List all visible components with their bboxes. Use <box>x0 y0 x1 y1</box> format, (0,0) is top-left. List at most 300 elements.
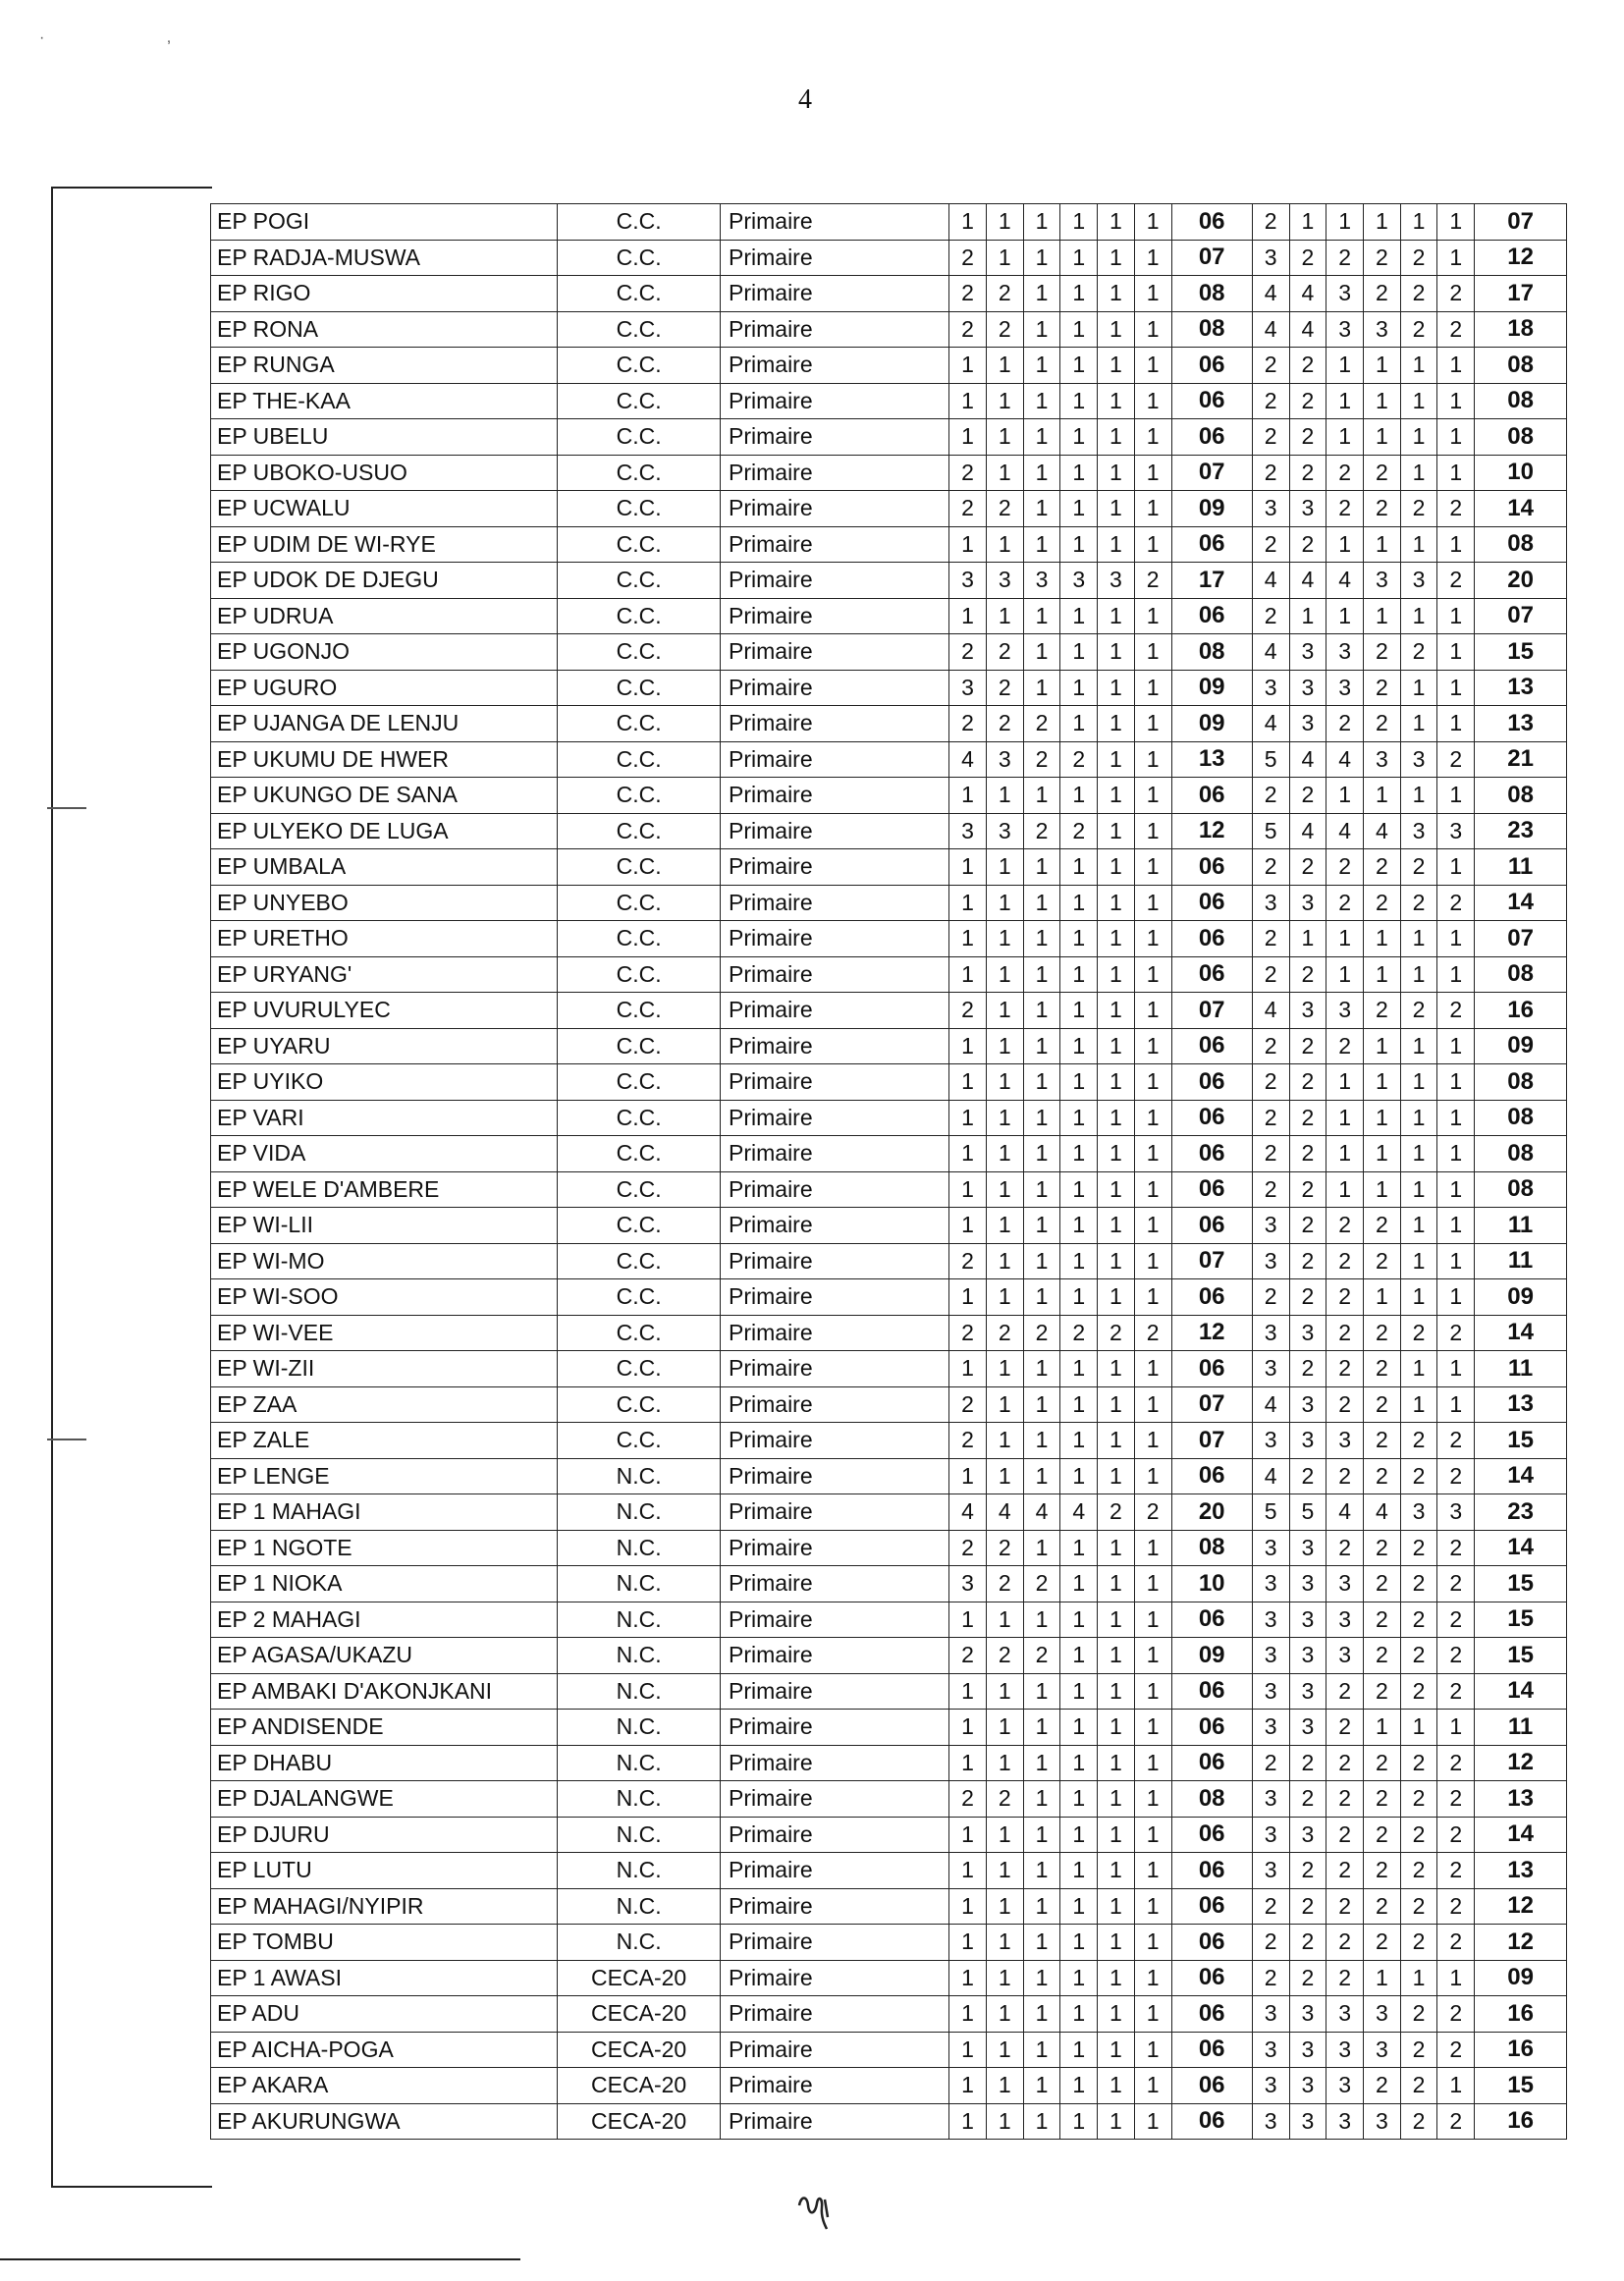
total-cell: 08 <box>1475 1171 1567 1208</box>
count-cell: 1 <box>1098 956 1135 993</box>
count-cell: 1 <box>1400 1279 1437 1316</box>
total-cell: 08 <box>1475 1064 1567 1101</box>
count-cell: 2 <box>1289 849 1326 886</box>
table-row <box>211 1315 1567 1351</box>
count-cell: 1 <box>1363 921 1400 957</box>
count-cell: 2 <box>1252 1171 1289 1208</box>
count-cell: 2 <box>1363 1351 1400 1387</box>
count-cell: 2 <box>1289 1925 1326 1961</box>
count-cell: 1 <box>1134 2068 1171 2104</box>
count-cell: 1 <box>949 2032 987 2068</box>
count-cell: 1 <box>986 1351 1023 1387</box>
subtotal-cell: 06 <box>1171 2032 1252 2068</box>
total-cell: 12 <box>1475 1925 1567 1961</box>
count-cell: 3 <box>986 563 1023 599</box>
count-cell: 1 <box>1437 1710 1475 1746</box>
count-cell: 1 <box>1060 706 1098 742</box>
count-cell: 1 <box>1437 598 1475 634</box>
count-cell: 3 <box>1252 1243 1289 1279</box>
school-level: Primaire <box>721 921 949 957</box>
count-cell: 2 <box>986 311 1023 348</box>
count-cell: 1 <box>1098 1745 1135 1781</box>
count-cell: 1 <box>1437 1243 1475 1279</box>
school-level: Primaire <box>721 1423 949 1459</box>
count-cell: 4 <box>949 1494 987 1531</box>
count-cell: 1 <box>1023 1100 1060 1136</box>
count-cell: 1 <box>1134 348 1171 384</box>
count-cell: 1 <box>949 1100 987 1136</box>
count-cell: 4 <box>1252 634 1289 671</box>
count-cell: 1 <box>1134 526 1171 563</box>
count-cell: 1 <box>949 1673 987 1710</box>
management-type: C.C. <box>558 1171 721 1208</box>
school-name: EP ZALE <box>211 1423 558 1459</box>
count-cell: 2 <box>1437 1315 1475 1351</box>
count-cell: 2 <box>1400 2103 1437 2140</box>
count-cell: 1 <box>949 1888 987 1925</box>
count-cell: 2 <box>1363 1530 1400 1566</box>
count-cell: 1 <box>1023 276 1060 312</box>
subtotal-cell: 12 <box>1171 1315 1252 1351</box>
count-cell: 1 <box>1023 1064 1060 1101</box>
school-level: Primaire <box>721 2032 949 2068</box>
count-cell: 2 <box>1400 885 1437 921</box>
count-cell: 1 <box>1437 670 1475 706</box>
count-cell: 1 <box>1023 240 1060 276</box>
count-cell: 1 <box>1134 634 1171 671</box>
count-cell: 2 <box>1326 1243 1364 1279</box>
count-cell: 1 <box>949 849 987 886</box>
school-level: Primaire <box>721 1996 949 2033</box>
school-level: Primaire <box>721 2068 949 2104</box>
school-level: Primaire <box>721 1100 949 1136</box>
count-cell: 1 <box>986 1853 1023 1889</box>
count-cell: 1 <box>1023 1745 1060 1781</box>
count-cell: 2 <box>1400 1315 1437 1351</box>
count-cell: 3 <box>1060 563 1098 599</box>
count-cell: 1 <box>1098 526 1135 563</box>
count-cell: 2 <box>1326 1925 1364 1961</box>
subtotal-cell: 09 <box>1171 1638 1252 1674</box>
school-name: EP ANDISENDE <box>211 1710 558 1746</box>
count-cell: 1 <box>1098 2103 1135 2140</box>
subtotal-cell: 09 <box>1171 670 1252 706</box>
total-cell: 14 <box>1475 491 1567 527</box>
management-type: N.C. <box>558 1745 721 1781</box>
count-cell: 1 <box>1098 1279 1135 1316</box>
total-cell: 07 <box>1475 598 1567 634</box>
count-cell: 1 <box>1134 419 1171 456</box>
count-cell: 1 <box>1098 1888 1135 1925</box>
count-cell: 2 <box>1098 1315 1135 1351</box>
table-row <box>211 598 1567 634</box>
count-cell: 1 <box>1060 1673 1098 1710</box>
school-level: Primaire <box>721 741 949 778</box>
school-name: EP LENGE <box>211 1458 558 1494</box>
count-cell: 2 <box>986 706 1023 742</box>
total-cell: 16 <box>1475 993 1567 1029</box>
count-cell: 1 <box>1134 1638 1171 1674</box>
count-cell: 2 <box>1363 993 1400 1029</box>
count-cell: 3 <box>1289 1673 1326 1710</box>
total-cell: 21 <box>1475 741 1567 778</box>
count-cell: 1 <box>986 1100 1023 1136</box>
count-cell: 2 <box>1400 1853 1437 1889</box>
count-cell: 2 <box>1400 2032 1437 2068</box>
count-cell: 1 <box>1400 455 1437 491</box>
count-cell: 2 <box>986 634 1023 671</box>
school-level: Primaire <box>721 1458 949 1494</box>
subtotal-cell: 06 <box>1171 849 1252 886</box>
subtotal-cell: 08 <box>1171 634 1252 671</box>
count-cell: 1 <box>986 1136 1023 1172</box>
count-cell: 3 <box>1289 706 1326 742</box>
count-cell: 2 <box>1098 1494 1135 1531</box>
count-cell: 1 <box>1060 1243 1098 1279</box>
count-cell: 5 <box>1252 813 1289 849</box>
count-cell: 1 <box>1437 2068 1475 2104</box>
count-cell: 2 <box>949 455 987 491</box>
count-cell: 1 <box>1134 921 1171 957</box>
count-cell: 2 <box>1437 1458 1475 1494</box>
count-cell: 1 <box>1400 1710 1437 1746</box>
count-cell: 2 <box>1363 1817 1400 1853</box>
school-name: EP UNYEBO <box>211 885 558 921</box>
count-cell: 2 <box>1437 311 1475 348</box>
management-type: C.C. <box>558 670 721 706</box>
count-cell: 2 <box>1326 1279 1364 1316</box>
school-level: Primaire <box>721 1208 949 1244</box>
count-cell: 1 <box>1400 1960 1437 1996</box>
table-row <box>211 706 1567 742</box>
subtotal-cell: 06 <box>1171 778 1252 814</box>
count-cell: 1 <box>949 1853 987 1889</box>
school-level: Primaire <box>721 706 949 742</box>
count-cell: 3 <box>1289 1817 1326 1853</box>
table-row <box>211 2068 1567 2104</box>
count-cell: 2 <box>1437 1996 1475 2033</box>
count-cell: 1 <box>1098 813 1135 849</box>
count-cell: 1 <box>1060 419 1098 456</box>
count-cell: 1 <box>1437 240 1475 276</box>
scan-marks: · , <box>39 29 231 46</box>
count-cell: 3 <box>1023 563 1060 599</box>
count-cell: 2 <box>1363 670 1400 706</box>
count-cell: 4 <box>1252 706 1289 742</box>
count-cell: 2 <box>1400 491 1437 527</box>
count-cell: 1 <box>1400 956 1437 993</box>
count-cell: 1 <box>1134 1064 1171 1101</box>
count-cell: 1 <box>1098 1136 1135 1172</box>
count-cell: 1 <box>1098 1351 1135 1387</box>
count-cell: 2 <box>1400 1925 1437 1961</box>
count-cell: 1 <box>1134 598 1171 634</box>
count-cell: 1 <box>1060 1996 1098 2033</box>
table-row <box>211 563 1567 599</box>
count-cell: 1 <box>1363 956 1400 993</box>
count-cell: 1 <box>1098 1781 1135 1818</box>
subtotal-cell: 06 <box>1171 1351 1252 1387</box>
count-cell: 2 <box>986 276 1023 312</box>
school-name: EP RADJA-MUSWA <box>211 240 558 276</box>
count-cell: 2 <box>1252 598 1289 634</box>
count-cell: 1 <box>1400 1351 1437 1387</box>
count-cell: 1 <box>1023 1710 1060 1746</box>
count-cell: 4 <box>986 1494 1023 1531</box>
count-cell: 1 <box>1098 921 1135 957</box>
count-cell: 1 <box>1060 670 1098 706</box>
count-cell: 3 <box>1363 563 1400 599</box>
count-cell: 1 <box>1289 204 1326 241</box>
count-cell: 1 <box>1400 1136 1437 1172</box>
count-cell: 2 <box>1326 1673 1364 1710</box>
count-cell: 4 <box>1326 1494 1364 1531</box>
total-cell: 08 <box>1475 1100 1567 1136</box>
count-cell: 1 <box>1437 634 1475 671</box>
count-cell: 2 <box>1289 348 1326 384</box>
count-cell: 3 <box>949 1566 987 1602</box>
count-cell: 1 <box>986 348 1023 384</box>
count-cell: 1 <box>1060 885 1098 921</box>
school-level: Primaire <box>721 1673 949 1710</box>
subtotal-cell: 06 <box>1171 204 1252 241</box>
school-name: EP WI-MO <box>211 1243 558 1279</box>
count-cell: 1 <box>1400 1064 1437 1101</box>
count-cell: 1 <box>1098 204 1135 241</box>
count-cell: 4 <box>1326 563 1364 599</box>
subtotal-cell: 07 <box>1171 240 1252 276</box>
table-row <box>211 1745 1567 1781</box>
school-name: EP WI-ZII <box>211 1351 558 1387</box>
count-cell: 1 <box>1363 1710 1400 1746</box>
count-cell: 3 <box>1326 2032 1364 2068</box>
management-type: C.C. <box>558 419 721 456</box>
total-cell: 08 <box>1475 526 1567 563</box>
count-cell: 1 <box>1098 1673 1135 1710</box>
subtotal-cell: 06 <box>1171 1171 1252 1208</box>
count-cell: 2 <box>1252 204 1289 241</box>
count-cell: 3 <box>1289 1566 1326 1602</box>
count-cell: 2 <box>1289 1279 1326 1316</box>
count-cell: 2 <box>1400 1673 1437 1710</box>
count-cell: 2 <box>1023 706 1060 742</box>
count-cell: 1 <box>949 885 987 921</box>
table-row <box>211 1386 1567 1423</box>
table-row <box>211 419 1567 456</box>
count-cell: 2 <box>1326 1888 1364 1925</box>
count-cell: 2 <box>1437 1638 1475 1674</box>
total-cell: 17 <box>1475 276 1567 312</box>
school-name: EP DJURU <box>211 1817 558 1853</box>
margin-mark <box>47 807 86 809</box>
count-cell: 4 <box>1289 813 1326 849</box>
school-level: Primaire <box>721 311 949 348</box>
count-cell: 1 <box>1326 1171 1364 1208</box>
count-cell: 2 <box>949 240 987 276</box>
margin-mark <box>47 1439 86 1440</box>
count-cell: 1 <box>1023 1351 1060 1387</box>
count-cell: 2 <box>1437 993 1475 1029</box>
count-cell: 1 <box>1023 1673 1060 1710</box>
count-cell: 3 <box>1289 1315 1326 1351</box>
count-cell: 1 <box>1363 1279 1400 1316</box>
count-cell: 1 <box>949 526 987 563</box>
total-cell: 15 <box>1475 1566 1567 1602</box>
count-cell: 2 <box>1437 276 1475 312</box>
count-cell: 1 <box>1134 204 1171 241</box>
count-cell: 1 <box>1060 2103 1098 2140</box>
count-cell: 3 <box>1400 1494 1437 1531</box>
count-cell: 1 <box>1400 1028 1437 1064</box>
management-type: C.C. <box>558 1208 721 1244</box>
count-cell: 3 <box>1252 670 1289 706</box>
count-cell: 1 <box>986 1817 1023 1853</box>
count-cell: 1 <box>1098 2068 1135 2104</box>
count-cell: 2 <box>949 1781 987 1818</box>
total-cell: 08 <box>1475 1136 1567 1172</box>
count-cell: 1 <box>949 598 987 634</box>
count-cell: 1 <box>986 1925 1023 1961</box>
school-level: Primaire <box>721 634 949 671</box>
count-cell: 1 <box>1098 1458 1135 1494</box>
count-cell: 1 <box>986 383 1023 419</box>
school-name: EP URYANG' <box>211 956 558 993</box>
count-cell: 1 <box>1400 921 1437 957</box>
count-cell: 1 <box>949 419 987 456</box>
count-cell: 3 <box>1363 741 1400 778</box>
count-cell: 1 <box>1060 1136 1098 1172</box>
school-name: EP UGURO <box>211 670 558 706</box>
count-cell: 2 <box>1363 1423 1400 1459</box>
subtotal-cell: 06 <box>1171 956 1252 993</box>
count-cell: 2 <box>1437 1673 1475 1710</box>
count-cell: 2 <box>1437 1530 1475 1566</box>
management-type: CECA-20 <box>558 2032 721 2068</box>
count-cell: 2 <box>1326 706 1364 742</box>
count-cell: 2 <box>1252 455 1289 491</box>
count-cell: 1 <box>1060 1638 1098 1674</box>
count-cell: 2 <box>949 1530 987 1566</box>
count-cell: 2 <box>1437 1925 1475 1961</box>
management-type: N.C. <box>558 1817 721 1853</box>
count-cell: 3 <box>949 563 987 599</box>
school-level: Primaire <box>721 956 949 993</box>
subtotal-cell: 20 <box>1171 1494 1252 1531</box>
count-cell: 1 <box>1437 1100 1475 1136</box>
school-name: EP AMBAKI D'AKONJKANI <box>211 1673 558 1710</box>
total-cell: 14 <box>1475 1530 1567 1566</box>
table-row <box>211 383 1567 419</box>
count-cell: 2 <box>1363 1602 1400 1638</box>
count-cell: 1 <box>1060 1351 1098 1387</box>
count-cell: 1 <box>949 1602 987 1638</box>
management-type: C.C. <box>558 993 721 1029</box>
subtotal-cell: 06 <box>1171 1028 1252 1064</box>
count-cell: 1 <box>1023 1602 1060 1638</box>
count-cell: 4 <box>1289 741 1326 778</box>
count-cell: 2 <box>1289 778 1326 814</box>
count-cell: 2 <box>1400 1566 1437 1602</box>
count-cell: 3 <box>1289 1638 1326 1674</box>
count-cell: 3 <box>1289 1386 1326 1423</box>
count-cell: 1 <box>1134 849 1171 886</box>
count-cell: 2 <box>1252 1100 1289 1136</box>
count-cell: 2 <box>1060 813 1098 849</box>
count-cell: 1 <box>1060 1028 1098 1064</box>
school-name: EP LUTU <box>211 1853 558 1889</box>
count-cell: 3 <box>1289 1710 1326 1746</box>
count-cell: 1 <box>1134 1745 1171 1781</box>
count-cell: 1 <box>1098 885 1135 921</box>
count-cell: 1 <box>1023 1243 1060 1279</box>
count-cell: 1 <box>1060 1888 1098 1925</box>
count-cell: 1 <box>1437 526 1475 563</box>
school-name: EP UYARU <box>211 1028 558 1064</box>
count-cell: 1 <box>1437 1279 1475 1316</box>
count-cell: 2 <box>1363 1853 1400 1889</box>
count-cell: 1 <box>1134 311 1171 348</box>
school-level: Primaire <box>721 276 949 312</box>
count-cell: 4 <box>1252 1458 1289 1494</box>
school-name: EP AGASA/UKAZU <box>211 1638 558 1674</box>
count-cell: 2 <box>1060 1315 1098 1351</box>
total-cell: 14 <box>1475 1673 1567 1710</box>
count-cell: 1 <box>1134 1028 1171 1064</box>
count-cell: 1 <box>986 1386 1023 1423</box>
count-cell: 3 <box>1363 2103 1400 2140</box>
count-cell: 1 <box>1098 348 1135 384</box>
left-empty-column <box>51 187 212 2188</box>
school-level: Primaire <box>721 885 949 921</box>
count-cell: 1 <box>1023 993 1060 1029</box>
count-cell: 1 <box>1060 1602 1098 1638</box>
subtotal-cell: 06 <box>1171 1853 1252 1889</box>
count-cell: 1 <box>1400 526 1437 563</box>
management-type: C.C. <box>558 240 721 276</box>
count-cell: 1 <box>1400 1208 1437 1244</box>
count-cell: 1 <box>1060 1566 1098 1602</box>
count-cell: 2 <box>1326 240 1364 276</box>
count-cell: 1 <box>1134 813 1171 849</box>
count-cell: 1 <box>1023 1136 1060 1172</box>
count-cell: 2 <box>1363 491 1400 527</box>
management-type: C.C. <box>558 1028 721 1064</box>
management-type: N.C. <box>558 1673 721 1710</box>
count-cell: 2 <box>1437 1781 1475 1818</box>
subtotal-cell: 06 <box>1171 2068 1252 2104</box>
count-cell: 1 <box>986 993 1023 1029</box>
count-cell: 1 <box>1060 383 1098 419</box>
school-name: EP RUNGA <box>211 348 558 384</box>
school-name: EP ZAA <box>211 1386 558 1423</box>
count-cell: 4 <box>1252 276 1289 312</box>
count-cell: 1 <box>949 1745 987 1781</box>
count-cell: 1 <box>1134 741 1171 778</box>
count-cell: 1 <box>1098 598 1135 634</box>
count-cell: 1 <box>1060 526 1098 563</box>
total-cell: 13 <box>1475 1853 1567 1889</box>
count-cell: 2 <box>1437 2032 1475 2068</box>
count-cell: 1 <box>1098 1925 1135 1961</box>
count-cell: 1 <box>1363 1064 1400 1101</box>
count-cell: 2 <box>1437 2103 1475 2140</box>
count-cell: 3 <box>1252 2068 1289 2104</box>
total-cell: 09 <box>1475 1960 1567 1996</box>
table-row <box>211 1925 1567 1961</box>
count-cell: 3 <box>1326 1996 1364 2033</box>
subtotal-cell: 10 <box>1171 1566 1252 1602</box>
count-cell: 2 <box>1252 348 1289 384</box>
